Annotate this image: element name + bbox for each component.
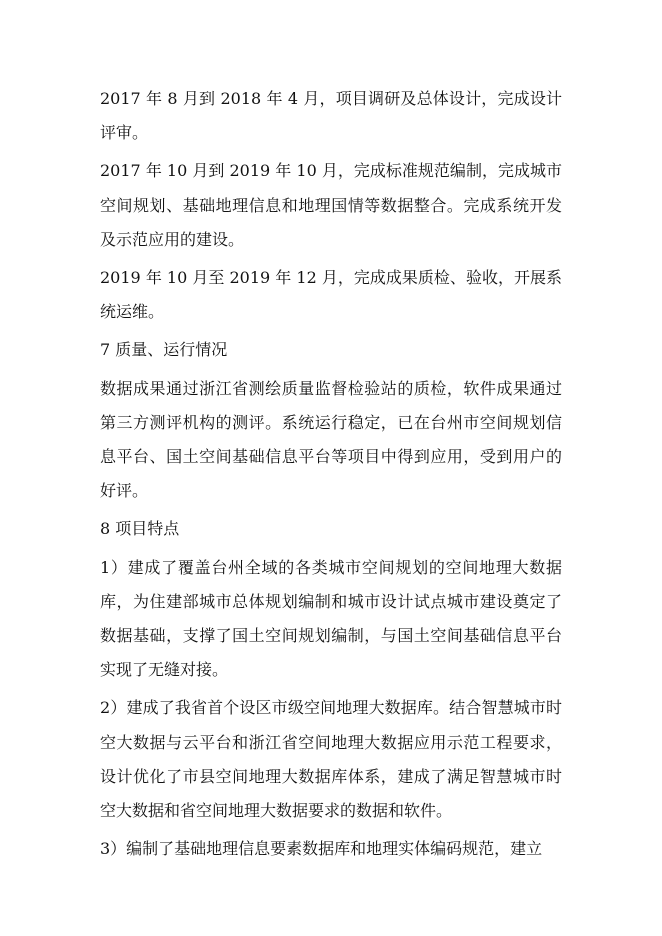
feature-item-1: 1）建成了覆盖台州全域的各类城市空间规划的空间地理大数据库，为住建部城市总体规划编制和城市设计试点城市建设奠定了数据基础，支撑了国土空间规划编制，与国土空间基础信息平台实现了无缝对接。 xyxy=(100,557,562,680)
section-7-body: 数据成果通过浙江省测绘质量监督检验站的质检，软件成果通过第三方测评机构的测评。系统运行稳定，已在台州市空间规划信息平台、国土空间基础信息平台等项目中得到应用，受到用户的好评。 xyxy=(100,378,562,501)
section-7-heading: 7 质量、运行情况 xyxy=(100,340,228,360)
schedule-paragraph-1: 2017 年 8 月到 2018 年 4 月，项目调研及总体设计，完成设计评审。 xyxy=(100,89,562,143)
schedule-paragraph-3: 2019 年 10 月至 2019 年 12 月，完成成果质检、验收，开展系统运维。 xyxy=(100,268,562,322)
schedule-paragraph-2: 2017 年 10 月到 2019 年 10 月，完成标准规范编制，完成城市空间规划、基础地理信息和地理国情等数据整合。完成系统开发及示范应用的建设。 xyxy=(100,161,562,249)
feature-item-2: 2）建成了我省首个设区市级空间地理大数据库。结合智慧城市时空大数据与云平台和浙江省空间地理大数据应用示范工程要求，设计优化了市县空间地理大数据库体系，建成了满足智慧城市时空大数据和省空间地理大数据要求的数据和软件。 xyxy=(100,698,562,821)
section-8-heading: 8 项目特点 xyxy=(100,519,180,539)
feature-item-3: 3）编制了基础地理信息要素数据库和地理实体编码规范，建立 xyxy=(100,839,543,859)
document-body xyxy=(100,82,562,870)
